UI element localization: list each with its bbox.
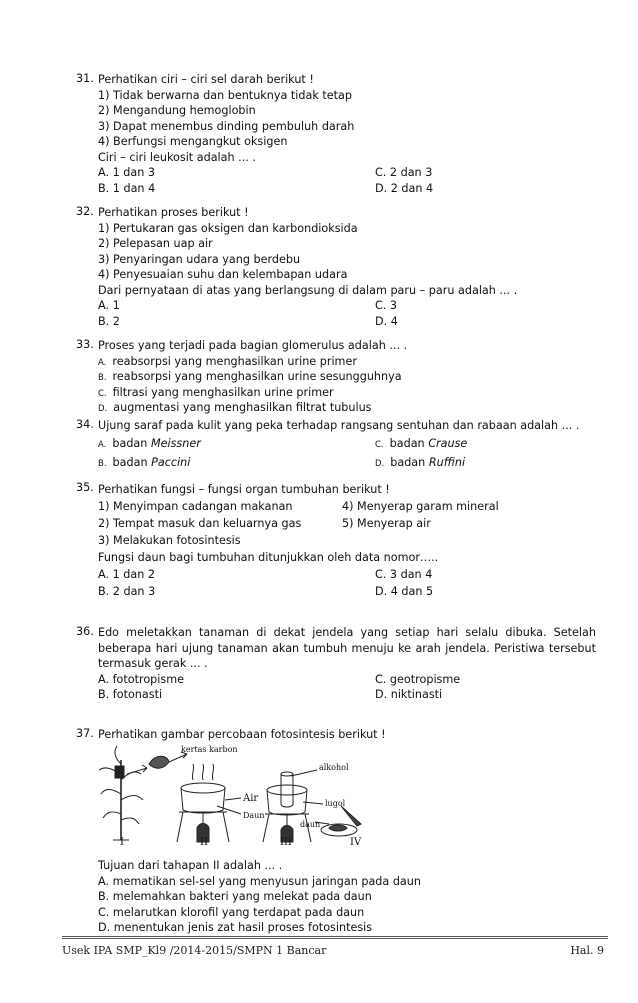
leaf-drawing: [149, 756, 169, 768]
option-d: [98, 400, 596, 416]
list-item: 3) Melakukan fotosintesis: [98, 534, 241, 547]
option-c: C. 3: [375, 299, 398, 312]
option-c: [98, 385, 596, 401]
list-item: 1) Pertukaran gas oksigen dan karbondioksida: [98, 221, 358, 235]
list-item: 4) Penyesuaian suhu dan kelembapan udara: [98, 268, 348, 281]
question-number: 34.: [76, 418, 94, 431]
list-item: 3) Penyaringan udara yang berdebu: [98, 252, 301, 266]
list-item: 2) Tempat masuk dan keluarnya gas: [98, 517, 302, 530]
label-daun: Daun: [243, 811, 265, 820]
option-d: D. 4: [375, 314, 398, 328]
option-text: augmentasi yang menghasilkan filtrat tubulus: [113, 401, 372, 414]
option-text: filtrasi yang menghasilkan urine primer: [112, 385, 334, 399]
option-letter: C.: [98, 388, 107, 399]
question-stem: Edo meletakkan tanaman di dekat jendela yang setiap hari selalu dibuka. Setelah beberapa hari ujung tanaman akan tumbuh menuju ke arah jendela. Peristiwa tersebut termasuk gerak ... .: [98, 626, 596, 670]
question-stem: Perhatikan proses berikut !: [98, 206, 249, 219]
stage-label: III: [280, 837, 292, 848]
list-item: 2) Mengandung hemoglobin: [98, 104, 256, 117]
figure-stage-labels: [0, 837, 638, 851]
option-d: D. 2 dan 4: [375, 181, 434, 195]
question-stem: Ujung saraf pada kulit yang peka terhadap rangsang sentuhan dan rabaan adalah ... .: [98, 419, 580, 432]
option-b: B. 2 dan 3: [98, 585, 156, 598]
question-number: 31.: [76, 72, 94, 85]
label-kertas-karbon: kertas karbon: [181, 745, 238, 754]
option-a: A. 1 dan 3: [98, 166, 155, 179]
option-text: reabsorpsi yang menghasilkan urine primer: [112, 354, 357, 368]
boiling-setup-drawing: [177, 764, 241, 842]
option-a: A. badan Meissner: [98, 436, 201, 450]
page-number: Hal. 9: [570, 944, 604, 957]
question-number: 35.: [76, 481, 94, 494]
question-prompt: Tujuan dari tahapan II adalah ... .: [98, 859, 283, 872]
option-letter: D.: [98, 404, 108, 414]
option-b: [98, 369, 596, 385]
question-prompt: Dari pernyataan di atas yang berlangsung di dalam paru – paru adalah ... .: [98, 283, 518, 297]
question-number: 32.: [76, 205, 94, 218]
alcohol-setup-drawing: [263, 770, 323, 842]
option-a: A. 1: [98, 299, 120, 312]
photosynthesis-experiment-figure: [95, 744, 385, 852]
corn-plant-drawing: [99, 746, 143, 840]
question-stem: Proses yang terjadi pada bagian glomerulus adalah ... .: [98, 339, 408, 352]
option-b: B. 2: [98, 314, 120, 328]
stage-label: II: [200, 837, 208, 848]
label-air: Air: [243, 793, 259, 804]
stage-label: IV: [350, 837, 362, 848]
option-c: C. geotropisme: [375, 672, 461, 686]
label-daun: daun: [300, 820, 321, 829]
label-lugol: lugol: [325, 799, 346, 808]
option-b: B. melemahkan bakteri yang melekat pada daun: [98, 890, 372, 903]
label-alkohol: alkohol: [319, 763, 349, 772]
list-item: 1) Menyimpan cadangan makanan: [98, 500, 293, 513]
question-number: 37.: [76, 727, 94, 740]
option-c: C. 3 dan 4: [375, 568, 433, 581]
question-stem: Perhatikan gambar percobaan fotosintesis berikut !: [98, 728, 386, 741]
option-d: D. badan Ruffini: [375, 455, 466, 469]
option-d: D. 4 dan 5: [375, 585, 434, 598]
question-prompt: Ciri – ciri leukosit adalah ... .: [98, 150, 256, 164]
option-d: D. menentukan jenis zat hasil proses fotosintesis: [98, 921, 373, 934]
option-b: B. badan Paccini: [98, 455, 191, 469]
option-c: C. melarutkan klorofil yang terdapat pada daun: [98, 905, 365, 919]
option-b: B. fotonasti: [98, 688, 163, 701]
list-item: 2) Pelepasan uap air: [98, 237, 213, 250]
option-b: B. 1 dan 4: [98, 181, 156, 195]
question-number: 33.: [76, 338, 94, 351]
option-a: A. mematikan sel-sel yang menyusun jaringan pada daun: [98, 874, 421, 888]
option-d: D. niktinasti: [375, 688, 443, 701]
footer-left-text: Usek IPA SMP_Kl9 /2014-2015/SMPN 1 Bancar: [62, 944, 327, 957]
option-letter: A.: [98, 357, 107, 368]
petri-dish-drawing: [315, 806, 361, 836]
option-c: C. badan Crause: [375, 436, 468, 450]
page-footer: [62, 936, 608, 965]
question-stem: Perhatikan fungsi – fungsi organ tumbuhan berikut !: [98, 483, 390, 496]
list-item: 4) Berfungsi mengangkut oksigen: [98, 135, 288, 148]
question-number: 36.: [76, 625, 94, 638]
list-item: 5) Menyerap air: [342, 517, 431, 530]
option-a: A. fototropisme: [98, 672, 184, 686]
list-item: 4) Menyerap garam mineral: [342, 500, 499, 513]
stage-label: I: [120, 837, 124, 848]
question-prompt: Fungsi daun bagi tumbuhan ditunjukkan oleh data nomor…..: [98, 551, 439, 564]
option-a: [98, 354, 596, 370]
list-item: 1) Tidak berwarna dan bentuknya tidak tetap: [98, 88, 352, 102]
option-text: reabsorpsi yang menghasilkan urine sesungguhnya: [112, 370, 402, 383]
question-stem: Perhatikan ciri – ciri sel darah berikut !: [98, 73, 314, 86]
option-letter: B.: [98, 373, 107, 383]
option-c: C. 2 dan 3: [375, 166, 433, 179]
list-item: 3) Dapat menembus dinding pembuluh darah: [98, 119, 355, 133]
option-a: A. 1 dan 2: [98, 568, 155, 581]
